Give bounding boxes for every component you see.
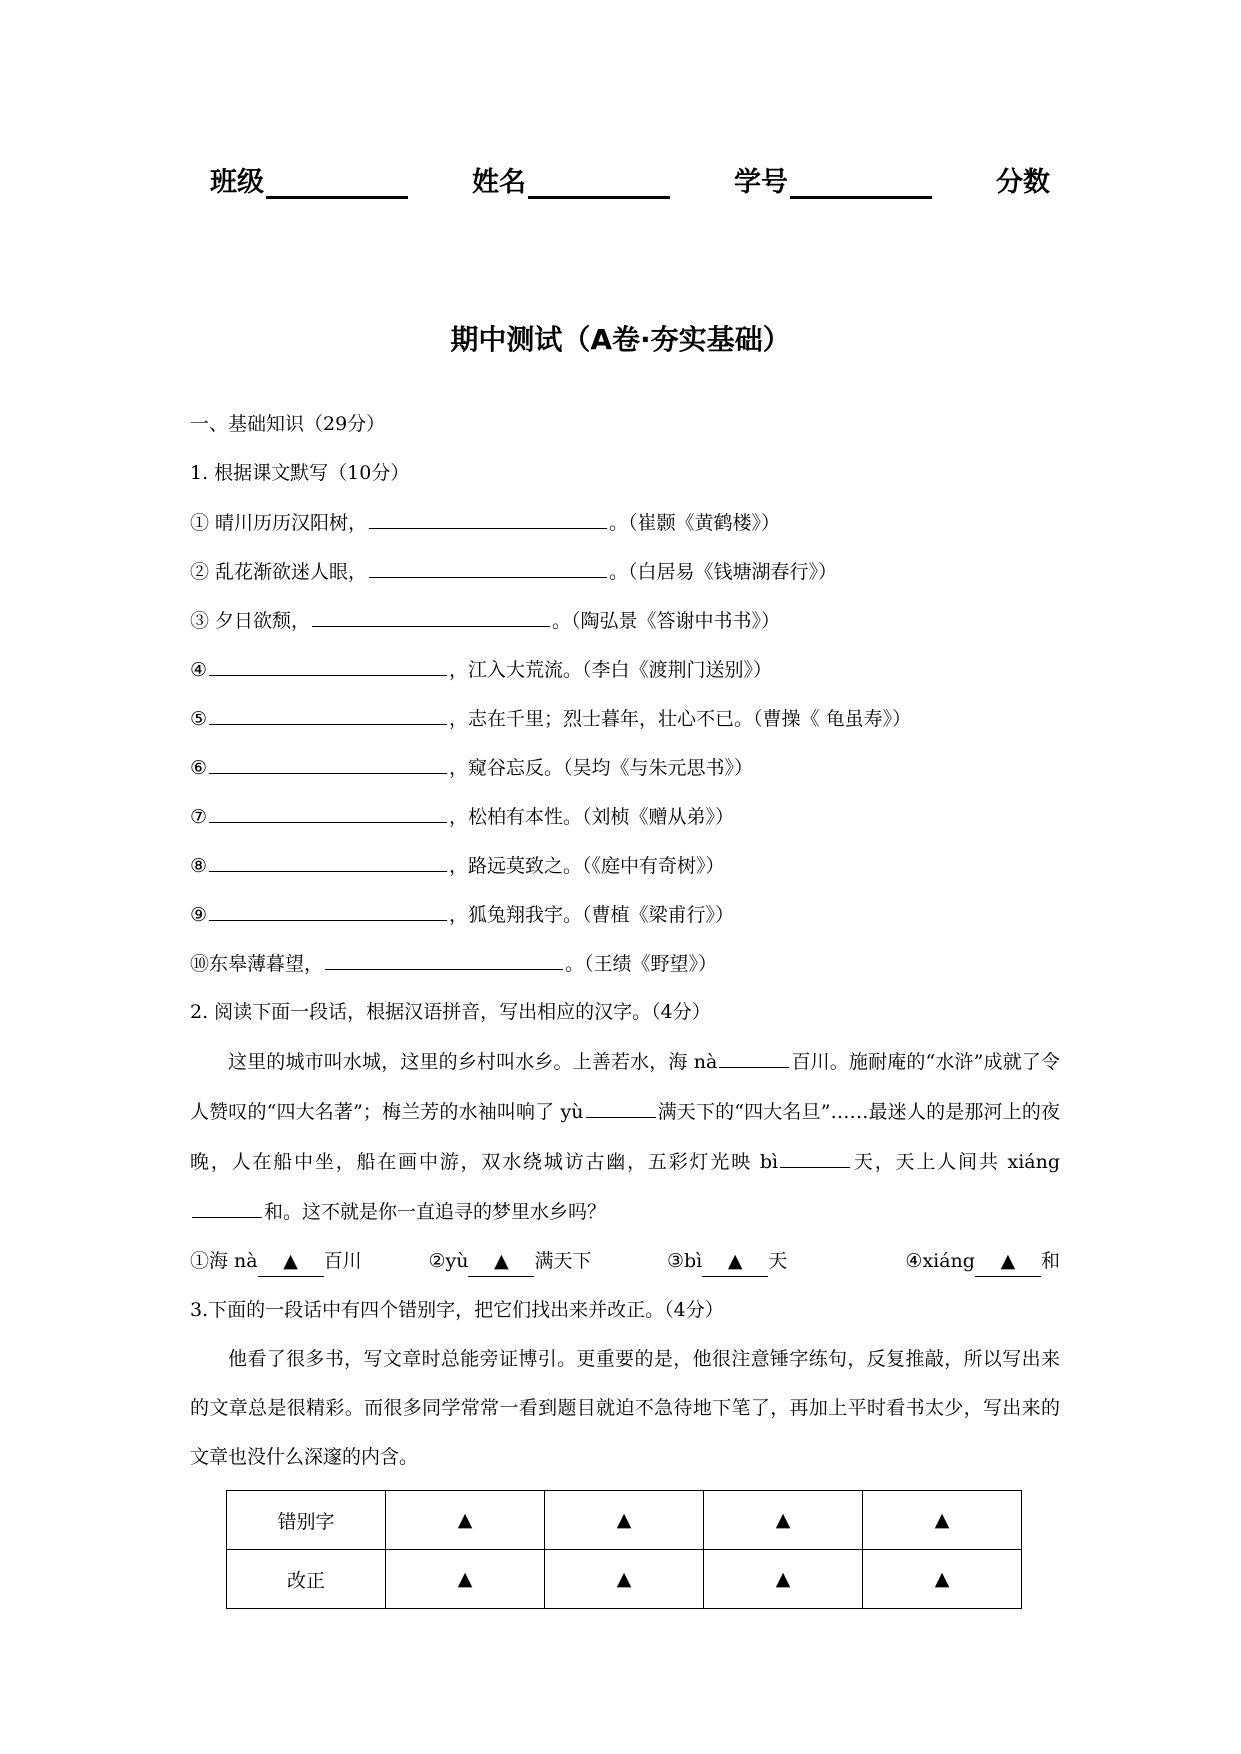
pinyin-option: [190, 1237, 428, 1286]
option-pinyin: ②yù: [428, 1250, 469, 1272]
item-suffix: 。（白居易《钱塘湖春行》）: [609, 561, 838, 583]
item-prefix: ④: [190, 659, 208, 681]
table-cell[interactable]: ▲: [863, 1491, 1022, 1550]
recitation-item: [190, 498, 1060, 547]
recitation-item: [190, 841, 1060, 890]
name-blank[interactable]: [528, 166, 670, 199]
item-prefix: ⑨: [190, 904, 208, 926]
table-cell[interactable]: ▲: [704, 1491, 863, 1550]
pinyin-option: [667, 1237, 905, 1286]
item-suffix: ，松柏有本性。（刘桢《赠从弟》）: [449, 806, 735, 828]
table-cell[interactable]: ▲: [704, 1550, 863, 1609]
pinyin-blank[interactable]: [780, 1137, 850, 1168]
item-prefix: ⑩东皋薄暮望，: [190, 953, 324, 975]
item-suffix: ，狐兔翔我宇。（曹植《梁甫行》）: [449, 904, 735, 926]
answer-marker[interactable]: ▲: [468, 1246, 534, 1277]
question-1-heading: 1. 根据课文默写（10分）: [190, 462, 410, 484]
item-suffix: 。（陶弘景《答谢中书书》）: [552, 610, 781, 632]
pinyin-blank[interactable]: [719, 1037, 789, 1068]
option-pinyin: ①海 nà: [190, 1250, 258, 1272]
correction-table: [226, 1490, 1022, 1609]
option-suffix: 满天下: [534, 1250, 592, 1272]
name-label: 姓名: [472, 167, 526, 198]
option-pinyin: ④xiáng: [905, 1250, 975, 1272]
pinyin-blank[interactable]: [586, 1087, 656, 1118]
class-blank[interactable]: [266, 166, 408, 199]
question-3-heading: 3.下面的一段话中有四个错别字，把它们找出来并改正。（4分）: [190, 1299, 724, 1321]
table-cell: 错别字: [227, 1491, 386, 1550]
recitation-item: [190, 890, 1060, 939]
answer-blank[interactable]: [369, 498, 607, 529]
answer-blank[interactable]: [209, 645, 447, 676]
recitation-item: [190, 547, 1060, 596]
item-suffix: 。（崔颢《黄鹤楼》）: [609, 512, 781, 534]
item-prefix: ⑥: [190, 757, 208, 779]
item-suffix: ，窥谷忘反。（吴均《与朱元思书》）: [449, 757, 754, 779]
table-cell[interactable]: ▲: [386, 1550, 545, 1609]
passage-text: 这里的城市叫水城，这里的乡村叫水乡。上善若水，海 nà: [228, 1051, 718, 1073]
pinyin-passage: [190, 1037, 1060, 1237]
id-field: [734, 160, 932, 199]
table-cell[interactable]: ▲: [545, 1491, 704, 1550]
recitation-item: [190, 939, 1060, 988]
item-suffix: 。（王绩《野望》）: [565, 953, 718, 975]
item-prefix: ⑦: [190, 806, 208, 828]
name-field: [472, 160, 670, 199]
pinyin-options: [190, 1237, 1060, 1286]
passage-text: 和。这不就是你一直追寻的梦里水乡吗？: [264, 1201, 607, 1223]
item-suffix: ，志在千里；烈士暮年，壮心不已。（曹操《 龟虽寿》）: [449, 708, 912, 730]
error-passage: 他看了很多书，写文章时总能旁证博引。更重要的是，他很注意锤字练句，反复推敲，所以写出来的文章总是很精彩。而很多同学常常一看到题目就迫不急待地下笔了，再加上平时看书太少，写出来的文章也没什么深邃的内含。: [190, 1348, 1060, 1468]
table-cell: 改正: [227, 1550, 386, 1609]
answer-blank[interactable]: [325, 939, 563, 970]
option-suffix: 和: [1040, 1250, 1060, 1272]
answer-blank[interactable]: [209, 694, 447, 725]
item-suffix: ，江入大荒流。（李白《渡荆门送别》）: [449, 659, 773, 681]
table-row: [227, 1491, 1022, 1550]
student-info-header: [210, 160, 1050, 199]
answer-blank[interactable]: [209, 841, 447, 872]
passage-text: 满天下的“四大名旦”……最迷人的是那河上的夜晚，人在船中坐，船在画中游，双水绕城访古幽，五彩灯光映 bì: [190, 1101, 1060, 1173]
class-field: [210, 160, 408, 199]
answer-marker[interactable]: ▲: [258, 1246, 324, 1277]
answer-blank[interactable]: [312, 596, 550, 627]
section-heading: 一、基础知识（29分）: [190, 413, 386, 435]
pinyin-option: [905, 1237, 1060, 1286]
option-pinyin: ③bì: [666, 1250, 703, 1272]
item-prefix: ② 乱花渐欲迷人眼，: [190, 561, 368, 583]
option-suffix: 百川: [323, 1250, 362, 1272]
score-label: 分数: [996, 167, 1050, 198]
item-prefix: ① 晴川历历汉阳树，: [190, 512, 368, 534]
table-row: [227, 1550, 1022, 1609]
recitation-item: [190, 645, 1060, 694]
answer-blank[interactable]: [369, 547, 607, 578]
id-blank[interactable]: [790, 166, 932, 199]
recitation-item: [190, 743, 1060, 792]
question-2-heading: 2. 阅读下面一段话，根据汉语拼音，写出相应的汉字。（4分）: [190, 1001, 711, 1023]
passage-text: 百川。施耐庵的“水浒”成就了令人赞叹的“四大名著”；梅兰芳的水袖叫响了 yù: [190, 1051, 1060, 1123]
recitation-item: [190, 694, 1060, 743]
pinyin-blank[interactable]: [192, 1187, 262, 1218]
answer-marker[interactable]: ▲: [702, 1246, 768, 1277]
item-prefix: ⑧: [190, 855, 208, 877]
passage-text: 天，天上人间共 xiáng: [852, 1151, 1061, 1173]
exam-content: [190, 400, 1060, 1609]
recitation-item: [190, 792, 1060, 841]
id-label: 学号: [734, 167, 788, 198]
table-cell[interactable]: ▲: [386, 1491, 545, 1550]
option-suffix: 天: [768, 1250, 788, 1272]
answer-marker[interactable]: ▲: [975, 1246, 1041, 1277]
answer-blank[interactable]: [209, 743, 447, 774]
pinyin-option: [428, 1237, 666, 1286]
table-cell[interactable]: ▲: [545, 1550, 704, 1609]
exam-title: 期中测试（A卷·夯实基础）: [450, 323, 791, 356]
answer-blank[interactable]: [209, 890, 447, 921]
item-suffix: ，路远莫致之。（《庭中有奇树》）: [449, 855, 725, 877]
item-prefix: ⑤: [190, 708, 208, 730]
class-label: 班级: [210, 167, 264, 198]
item-prefix: ③ 夕日欲颓，: [190, 610, 311, 632]
recitation-item: [190, 596, 1060, 645]
table-cell[interactable]: ▲: [863, 1550, 1022, 1609]
score-field: [996, 160, 1050, 199]
answer-blank[interactable]: [209, 792, 447, 823]
